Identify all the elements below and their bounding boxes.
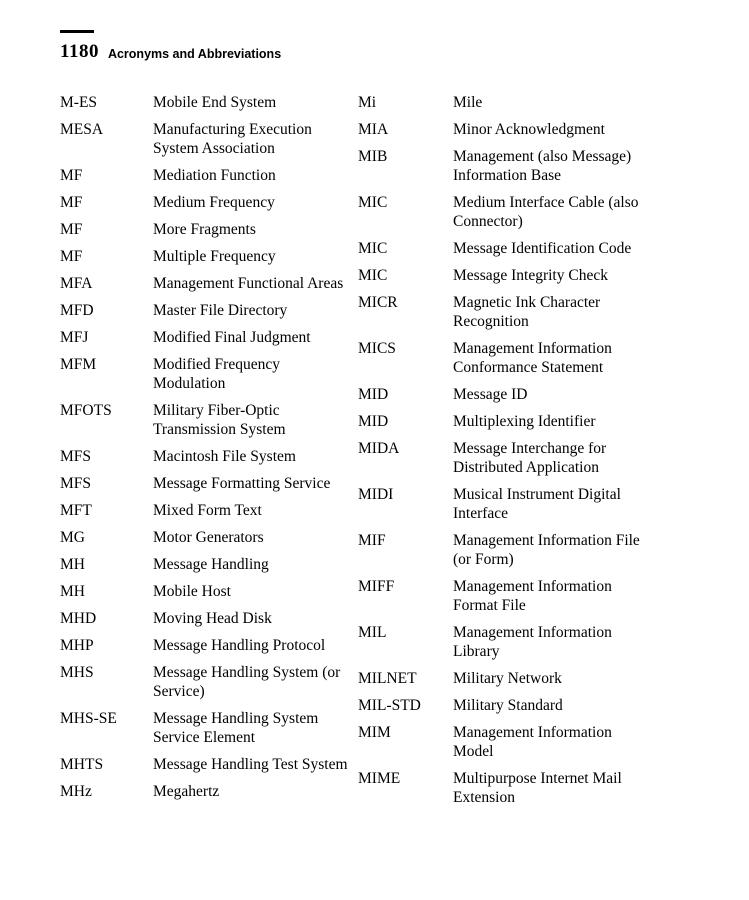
glossary-definition: Macintosh File System [153,448,296,465]
glossary-definition: Military Standard [453,697,563,714]
glossary-definition: Management (also Message) Information Base [453,148,632,184]
glossary-definition: Message ID [453,386,528,403]
page-header [60,28,281,61]
glossary-definition: Military Fiber-Optic Transmission System [153,402,286,438]
glossary-columns [0,93,749,815]
glossary-term: MFJ [60,329,89,346]
glossary-definition: Master File Directory [153,302,288,319]
glossary-definition: Message Formatting Service [153,475,331,492]
glossary-entry [358,439,648,477]
glossary-definition: Message Interchange for Distributed Application [453,440,607,476]
glossary-definition: Mobile End System [153,94,277,111]
glossary-term: MHTS [60,756,104,773]
glossary-definition: More Fragments [153,221,256,238]
glossary-column-left [60,93,355,815]
glossary-entry [358,485,648,523]
glossary-entry [358,120,648,139]
glossary-term: MF [60,221,83,238]
glossary-entry [60,274,355,293]
glossary-definition: Military Network [453,670,562,687]
glossary-entry [358,769,648,807]
glossary-definition: Multipurpose Internet Mail Extension [453,770,622,806]
glossary-entry [60,528,355,547]
glossary-entry [358,385,648,404]
glossary-entry [60,636,355,655]
glossary-entry [60,582,355,601]
glossary-entry [358,577,648,615]
glossary-entry [358,293,648,331]
glossary-term: MH [60,556,85,573]
glossary-definition: Message Handling System (or Service) [153,664,341,700]
glossary-entry [358,93,648,112]
glossary-entry [60,555,355,574]
glossary-term: MFM [60,356,97,373]
glossary-term: MICR [358,294,398,311]
glossary-definition: Message Handling Test System [153,756,348,773]
glossary-definition: Modified Final Judgment [153,329,311,346]
glossary-term: MHS-SE [60,710,117,727]
glossary-term: MILNET [358,670,417,687]
glossary-term: MHP [60,637,94,654]
glossary-definition: Mixed Form Text [153,502,262,519]
glossary-definition: Management Information Format File [453,578,612,614]
glossary-term: M-ES [60,94,98,111]
glossary-term: MIL [358,624,387,641]
glossary-entry [60,663,355,701]
glossary-entry [358,723,648,761]
glossary-definition: Medium Interface Cable (also Connector) [453,194,639,230]
glossary-definition: Message Handling Protocol [153,637,326,654]
glossary-term: Mi [358,94,377,111]
glossary-entry [60,247,355,266]
glossary-entry [60,93,355,112]
glossary-entry [60,447,355,466]
glossary-term: MIB [358,148,388,165]
glossary-entry [60,609,355,628]
glossary-term: MG [60,529,85,546]
glossary-definition: Message Integrity Check [453,267,608,284]
glossary-definition: Mediation Function [153,167,276,184]
glossary-term: MIDI [358,486,394,503]
glossary-term: MFD [60,302,94,319]
glossary-definition: Management Information Model [453,724,612,760]
glossary-entry [60,166,355,185]
glossary-definition: Medium Frequency [153,194,275,211]
glossary-term: MIME [358,770,401,787]
glossary-term: MID [358,413,389,430]
glossary-term: MHS [60,664,94,681]
glossary-entry [60,501,355,520]
glossary-entry [60,782,355,801]
page-number: 1180 [60,41,99,62]
glossary-entry [358,193,648,231]
glossary-term: MIA [358,121,389,138]
glossary-definition: Moving Head Disk [153,610,272,627]
glossary-entry [358,412,648,431]
glossary-definition: Management Information Conformance Statement [453,340,612,376]
glossary-entry [358,266,648,285]
glossary-entry [60,474,355,493]
glossary-column-right [358,93,648,815]
glossary-definition: Minor Acknowledgment [453,121,605,138]
glossary-entry [358,147,648,185]
glossary-entry [60,355,355,393]
glossary-term: MHD [60,610,97,627]
glossary-definition: Megahertz [153,783,220,800]
glossary-definition: Musical Instrument Digital Interface [453,486,621,522]
glossary-entry [358,623,648,661]
glossary-term: MIL-STD [358,697,421,714]
glossary-definition: Motor Generators [153,529,264,546]
glossary-definition: Message Handling System Service Element [153,710,319,746]
glossary-entry [60,401,355,439]
glossary-entry [60,709,355,747]
glossary-term: MIM [358,724,391,741]
glossary-term: MIC [358,240,388,257]
glossary-definition: Message Identification Code [453,240,632,257]
glossary-term: MFOTS [60,402,112,419]
glossary-entry [60,755,355,774]
glossary-entry [358,339,648,377]
glossary-entry [358,531,648,569]
glossary-term: MIFF [358,578,395,595]
glossary-entry [60,220,355,239]
glossary-term: MFS [60,448,92,465]
glossary-definition: Manufacturing Execution System Association [153,121,312,157]
glossary-definition: Management Information Library [453,624,612,660]
glossary-entry [358,696,648,715]
glossary-term: MFT [60,502,92,519]
glossary-entry [358,669,648,688]
glossary-entry [60,193,355,212]
glossary-term: MIC [358,194,388,211]
glossary-entry [60,301,355,320]
glossary-term: MESA [60,121,104,138]
glossary-term: MHz [60,783,92,800]
glossary-term: MFS [60,475,92,492]
glossary-definition: Management Information File (or Form) [453,532,640,568]
glossary-definition: Mile [453,94,483,111]
glossary-term: MID [358,386,389,403]
glossary-definition: Multiple Frequency [153,248,276,265]
glossary-entry [358,239,648,258]
glossary-term: MIF [358,532,386,549]
glossary-entry [60,120,355,158]
glossary-definition: Mobile Host [153,583,231,600]
glossary-term: MH [60,583,85,600]
glossary-term: MF [60,167,83,184]
glossary-definition: Management Functional Areas [153,275,344,292]
glossary-term: MFA [60,275,93,292]
glossary-term: MF [60,248,83,265]
glossary-term: MF [60,194,83,211]
header-title: Acronyms and Abbreviations [107,46,282,61]
glossary-term: MIDA [358,440,400,457]
glossary-definition: Modified Frequency Modulation [153,356,280,392]
glossary-term: MICS [358,340,396,357]
glossary-entry [60,328,355,347]
glossary-definition: Magnetic Ink Character Recognition [453,294,601,330]
glossary-definition: Multiplexing Identifier [453,413,596,430]
glossary-definition: Message Handling [153,556,269,573]
glossary-term: MIC [358,267,388,284]
